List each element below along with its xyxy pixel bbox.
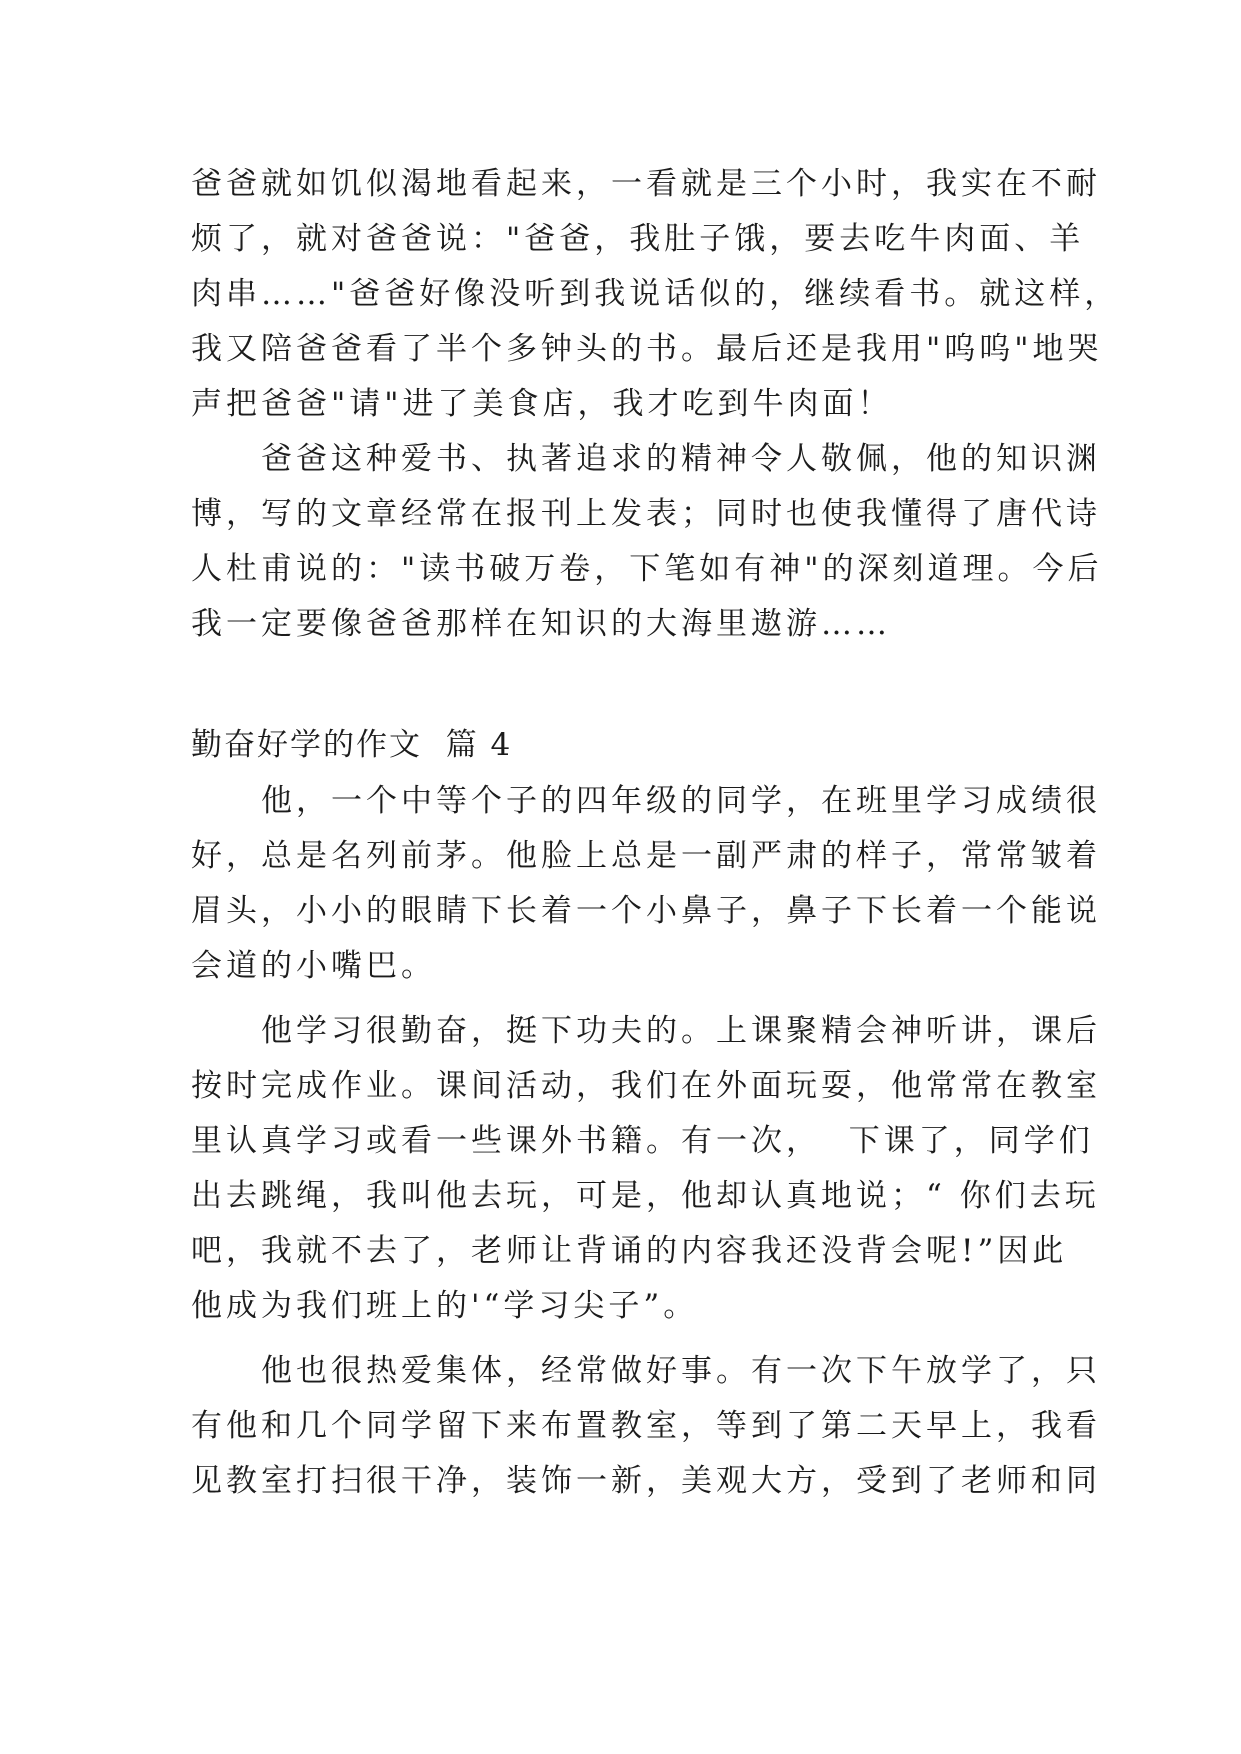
text-line: 我一定要像爸爸那样在知识的大海里遨游…… xyxy=(191,606,891,642)
text-line: 他成为我们班上的'“学习尖子”。 xyxy=(191,1288,699,1324)
text-line: 里认真学习或看一些课外书籍。有一次， 下课了，同学们 xyxy=(191,1123,1094,1159)
text-line: 声把爸爸"请"进了美食店，我才吃到牛肉面！ xyxy=(191,386,893,422)
text-line: 出去跳绳，我叫他去玩，可是，他却认真地说；“ 你们去玩 xyxy=(191,1178,1100,1214)
text-line: 我又陪爸爸看了半个多钟头的书。最后还是我用"呜呜"地哭 xyxy=(191,331,1103,367)
text-line: 他学习很勤奋，挺下功夫的。上课聚精会神听讲，课后 xyxy=(191,1013,1101,1049)
text-line: 眉头，小小的眼睛下长着一个小鼻子，鼻子下长着一个能说 xyxy=(191,893,1101,929)
text-line: 吧，我就不去了，老师让背诵的内容我还没背会呢!”因此 xyxy=(191,1233,1068,1269)
text-line: 会道的小嘴巴。 xyxy=(191,948,436,984)
text-line: 按时完成作业。课间活动，我们在外面玩耍，他常常在教室 xyxy=(191,1068,1101,1104)
text-line: 爸爸这种爱书、执著追求的精神令人敬佩，他的知识渊 xyxy=(191,441,1101,477)
text-line: 博，写的文章经常在报刊上发表；同时也使我懂得了唐代诗 xyxy=(191,496,1101,532)
text-line: 有他和几个同学留下来布置教室，等到了第二天早上，我看 xyxy=(191,1408,1101,1444)
text-line: 烦了，就对爸爸说："爸爸，我肚子饿，要去吃牛肉面、羊 xyxy=(191,221,1085,257)
text-line: 人杜甫说的："读书破万卷，下笔如有神"的深刻道理。今后 xyxy=(191,551,1103,587)
text-line: 肉串……"爸爸好像没听到我说话似的，继续看书。就这样， xyxy=(191,276,1120,312)
text-line: 他也很热爱集体，经常做好事。有一次下午放学了，只 xyxy=(191,1353,1101,1389)
text-line: 好，总是名列前茅。他脸上总是一副严肃的样子，常常皱着 xyxy=(191,838,1101,874)
text-line: 爸爸就如饥似渴地看起来，一看就是三个小时，我实在不耐 xyxy=(191,166,1101,202)
text-line: 见教室打扫很干净，装饰一新，美观大方，受到了老师和同 xyxy=(191,1463,1101,1499)
section-title: 勤奋好学的作文 篇 4 xyxy=(191,727,513,763)
text-line: 他，一个中等个子的四年级的同学，在班里学习成绩很 xyxy=(191,783,1101,819)
